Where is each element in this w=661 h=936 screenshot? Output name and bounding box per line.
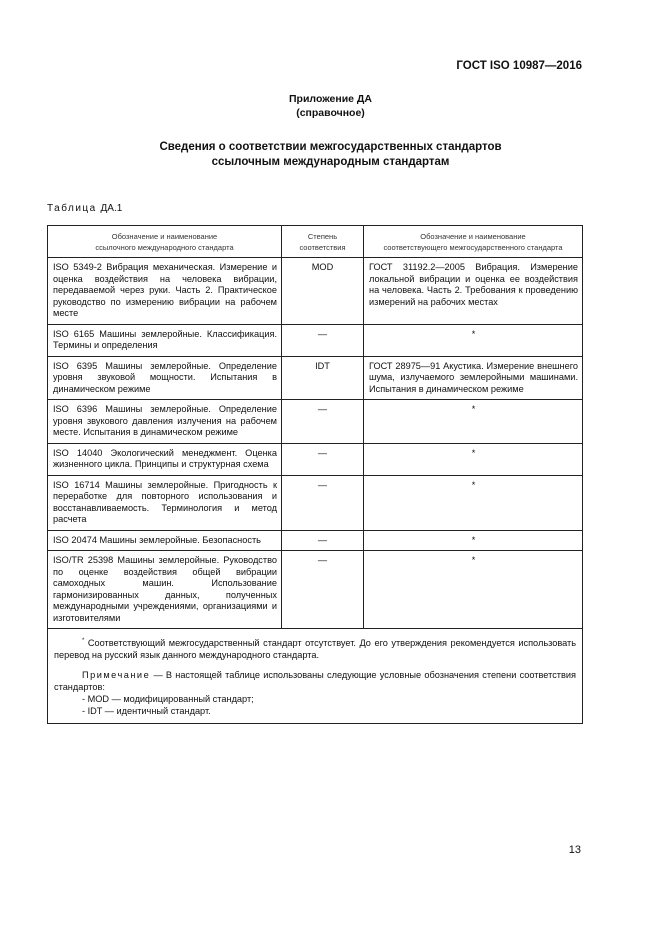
table-caption (47, 203, 122, 214)
cell-degree: IDT (282, 356, 364, 400)
cell-degree: — (282, 551, 364, 629)
table-caption-number: ДА.1 (100, 203, 123, 214)
annex-title: Приложение ДА (289, 93, 372, 105)
cell-degree: MOD (282, 258, 364, 325)
table-row (48, 530, 583, 551)
annex-subtitle: (справочное) (296, 107, 365, 119)
note-item-mod: - MOD — модифицированный стандарт; (82, 694, 254, 704)
page-number: 13 (568, 844, 581, 856)
header-degree-line2: соответствия (299, 243, 346, 252)
table-row (48, 475, 583, 530)
cell-national-standard: * (364, 530, 583, 551)
cell-national-standard: ГОСТ 31192.2—2005 Вибрация. Измерение локальной вибрации и оценка ее воздействия на человека. Часть 2. Требования к проведению измерений на рабочих местах (364, 258, 583, 325)
cell-degree: — (282, 400, 364, 444)
header-intl-standard (48, 226, 282, 258)
header-degree-line1: Степень (307, 232, 338, 241)
document-code: ГОСТ ISO 10987—2016 (456, 60, 582, 72)
header-national-line1: Обозначение и наименование (420, 232, 526, 241)
table-row (48, 324, 583, 356)
table-row (48, 551, 583, 629)
header-national-standard (364, 226, 583, 258)
annex-heading (0, 92, 661, 120)
cell-degree: — (282, 530, 364, 551)
cell-intl-standard: ISO 20474 Машины землеройные. Безопасность (48, 530, 282, 551)
cell-intl-standard: ISO 6396 Машины землеройные. Определение уровня звукового давления излучения на рабочем месте. Испытания в динамическом режиме (48, 400, 282, 444)
table-header-row (48, 226, 583, 258)
cell-national-standard: * (364, 475, 583, 530)
note (54, 669, 576, 693)
cell-national-standard: * (364, 324, 583, 356)
cell-national-standard: * (364, 400, 583, 444)
header-intl-line2: ссылочного международного стандарта (95, 243, 234, 252)
cell-intl-standard: ISO 5349-2 Вибрация механическая. Измерение и оценка воздействия на человека вибрации, передаваемой через руки. Часть 2. Практическое руководство по измерению вибрации на рабочем месте (48, 258, 282, 325)
cell-degree: — (282, 443, 364, 475)
cell-national-standard: * (364, 551, 583, 629)
note-text: — В настоящей таблице использованы следующие условные обозначения степени соответствия стандартов: (54, 670, 576, 692)
table-row (48, 356, 583, 400)
cell-intl-standard: ISO 6165 Машины землеройные. Классификация. Термины и определения (48, 324, 282, 356)
footnote-mark: * (82, 637, 85, 644)
header-degree (282, 226, 364, 258)
cell-intl-standard: ISO 16714 Машины землеройные. Пригодность к переработке для повторного использования и восстанавливаемость. Терминология и метод расчета (48, 475, 282, 530)
footnote (54, 637, 576, 661)
cell-degree: — (282, 324, 364, 356)
header-intl-line1: Обозначение и наименование (111, 232, 218, 241)
table-footer-row (48, 629, 583, 724)
table-caption-label: Таблица (47, 203, 97, 214)
section-title (0, 140, 661, 170)
cell-intl-standard: ISO 14040 Экологический менеджмент. Оценка жизненного цикла. Принципы и структурная схема (48, 443, 282, 475)
note-label: Примечание (82, 670, 151, 680)
cell-national-standard: ГОСТ 28975—91 Акустика. Измерение внешнего шума, излучаемого землеройными машинами. Испытания в динамическом режиме (364, 356, 583, 400)
table-row (48, 258, 583, 325)
cell-intl-standard: ISO 6395 Машины землеройные. Определение уровня звуковой мощности. Испытания в динамическом режиме (48, 356, 282, 400)
note-item-idt: - IDT — идентичный стандарт. (82, 706, 211, 716)
correspondence-table (47, 225, 583, 724)
table-row (48, 400, 583, 444)
header-national-line2: соответствующего межгосударственного стандарта (383, 243, 563, 252)
table-footnotes (48, 629, 583, 724)
section-title-line1: Сведения о соответствии межгосударственных стандартов (159, 141, 502, 153)
table-row (48, 443, 583, 475)
cell-intl-standard: ISO/TR 25398 Машины землеройные. Руководство по оценке воздействия общей вибрации самоходных машин. Использование гармонизированных данных, полученных международными учреждениями, организациями и изготовителями (48, 551, 282, 629)
footnote-text: Соответствующий межгосударственный стандарт отсутствует. До его утверждения рекомендуется использовать перевод на русский язык данного международного стандарта. (54, 638, 577, 660)
cell-degree: — (282, 475, 364, 530)
section-title-line2: ссылочным международным стандартам (211, 156, 450, 168)
cell-national-standard: * (364, 443, 583, 475)
